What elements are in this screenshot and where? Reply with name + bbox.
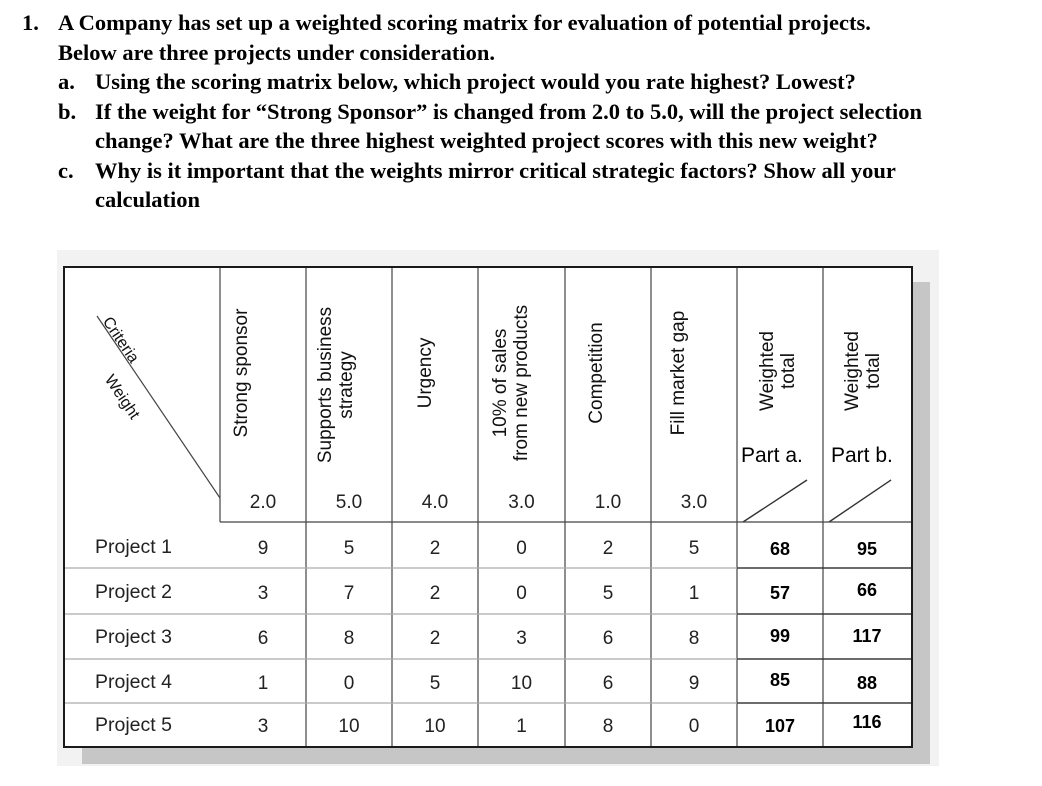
- cell-p2-c2: 7: [343, 583, 355, 604]
- cell-p5-c3: 10: [424, 716, 446, 737]
- question-intro-2: Below are three projects under consideration.: [58, 39, 496, 65]
- cell-p5-part-a: 107: [764, 716, 796, 736]
- cell-p5-c1: 3: [257, 716, 269, 737]
- question-number: 1.: [22, 10, 39, 35]
- scoring-matrix: [63, 266, 913, 748]
- cell-p2-c5: 5: [602, 583, 614, 604]
- header-weighted-b-line2: total: [863, 353, 884, 389]
- cell-p3-c1: 6: [257, 628, 269, 649]
- part-b-row-2: [22, 126, 1032, 156]
- cell-p1-part-b: 95: [856, 539, 878, 559]
- question-line-2: [22, 38, 1032, 68]
- weight-supports-strategy: 5.0: [335, 492, 363, 513]
- part-c-text-2: calculation: [95, 187, 200, 212]
- cell-p3-c6: 8: [688, 628, 700, 649]
- header-sales-line2: from new products: [511, 304, 532, 462]
- row-label-project-5: Project 5: [95, 714, 172, 736]
- header-weighted-a-line2: total: [778, 353, 799, 389]
- part-c-text-1: Why is it important that the weights mirror critical strategic factors? Show all your: [95, 157, 896, 183]
- header-supports-line2: strategy: [336, 351, 357, 419]
- header-weighted-a-line1: Weighted: [757, 331, 778, 411]
- cell-p1-part-a: 68: [769, 539, 791, 559]
- header-weighted-b-line1: Weighted: [842, 331, 863, 411]
- part-b-label: b.: [58, 98, 77, 124]
- cell-p4-c2: 0: [343, 673, 355, 694]
- cell-p2-c6: 1: [688, 583, 700, 604]
- cell-p5-c2: 10: [338, 716, 360, 737]
- corner-criteria-label: Criteria: [98, 314, 142, 367]
- row-label-project-1: Project 1: [95, 536, 172, 558]
- question-intro: A Company has set up a weighted scoring matrix for evaluation of potential projects.: [58, 10, 871, 35]
- cell-p5-part-b: 116: [852, 712, 882, 732]
- part-b-text-1: If the weight for “Strong Sponsor” is changed from 2.0 to 5.0, will the project selection: [95, 98, 923, 124]
- cell-p1-c3: 2: [429, 538, 441, 559]
- cell-p4-part-a: 85: [769, 670, 791, 690]
- part-b-text-2: change? What are the three highest weighted project scores with this new weight?: [95, 128, 878, 153]
- header-sales-line1: 10% of sales: [490, 328, 511, 438]
- cell-p5-c4: 1: [516, 716, 527, 737]
- header-sales-new-products: [490, 278, 532, 488]
- cell-p2-c1: 3: [257, 583, 269, 604]
- header-urgency: [415, 278, 436, 468]
- header-supports-line1: Supports business: [315, 306, 336, 464]
- cell-p4-c1: 1: [257, 673, 269, 694]
- part-a-row: [22, 67, 1032, 97]
- header-strong-sponsor-text: Strong sponsor: [231, 308, 252, 438]
- part-b-slash: [829, 480, 891, 522]
- cell-p3-c5: 6: [602, 628, 614, 649]
- cell-p1-c4: 0: [516, 538, 527, 559]
- weight-urgency: 4.0: [421, 492, 449, 513]
- cell-p2-part-a: 57: [769, 583, 791, 603]
- cell-p3-part-a: 99: [769, 626, 791, 646]
- cell-p1-c5: 2: [602, 538, 614, 559]
- weight-competition: 1.0: [594, 492, 622, 513]
- header-urgency-text: Urgency: [415, 337, 436, 409]
- corner-weight-label: Weight: [100, 372, 143, 423]
- part-c-label: c.: [58, 157, 74, 183]
- header-weighted-total-a: [757, 296, 799, 446]
- part-c-row-2: [22, 185, 1032, 215]
- cell-p3-c3: 2: [429, 628, 441, 649]
- part-a-slash: [743, 480, 807, 522]
- cell-p4-part-b: 88: [856, 673, 878, 693]
- cell-p5-c5: 8: [602, 716, 614, 737]
- cell-p3-part-b: 117: [852, 626, 882, 646]
- part-a-header-label: Part a.: [741, 444, 803, 467]
- cell-p3-c2: 8: [343, 628, 355, 649]
- weight-fill-market-gap: 3.0: [680, 492, 708, 513]
- cell-p4-c6: 9: [688, 673, 700, 694]
- header-competition-text: Competition: [586, 322, 607, 424]
- header-fill-market-gap-text: Fill market gap: [668, 310, 689, 436]
- cell-p1-c6: 5: [688, 538, 700, 559]
- cell-p2-c3: 2: [429, 583, 441, 604]
- header-fill-market-gap: [668, 278, 689, 468]
- weight-sales: 3.0: [508, 492, 535, 513]
- question-block: [22, 8, 1032, 215]
- part-b-row: [22, 97, 1032, 127]
- header-supports-business-strategy: [315, 280, 357, 490]
- cell-p2-c4: 0: [516, 583, 527, 604]
- header-competition: [586, 278, 607, 468]
- cell-p1-c1: 9: [257, 538, 269, 559]
- part-b-header-label: Part b.: [831, 444, 893, 467]
- cell-p4-c3: 5: [429, 673, 441, 694]
- part-c-row: [22, 156, 1032, 186]
- header-weighted-total-b: [842, 296, 884, 446]
- cell-p1-c2: 5: [343, 538, 355, 559]
- cell-p5-c6: 0: [688, 716, 700, 737]
- weight-strong-sponsor: 2.0: [249, 492, 277, 513]
- part-a-text: Using the scoring matrix below, which project would you rate highest? Lowest?: [95, 69, 856, 94]
- cell-p4-c4: 10: [510, 673, 533, 694]
- row-label-project-4: Project 4: [95, 671, 172, 693]
- part-a-label: a.: [58, 69, 75, 94]
- cell-p4-c5: 6: [602, 673, 614, 694]
- row-label-project-3: Project 3: [95, 626, 172, 648]
- question-line-1: [22, 8, 1032, 38]
- cell-p3-c4: 3: [516, 628, 527, 649]
- cell-p2-part-b: 66: [856, 580, 878, 600]
- header-strong-sponsor: [231, 278, 252, 468]
- row-label-project-2: Project 2: [95, 581, 172, 603]
